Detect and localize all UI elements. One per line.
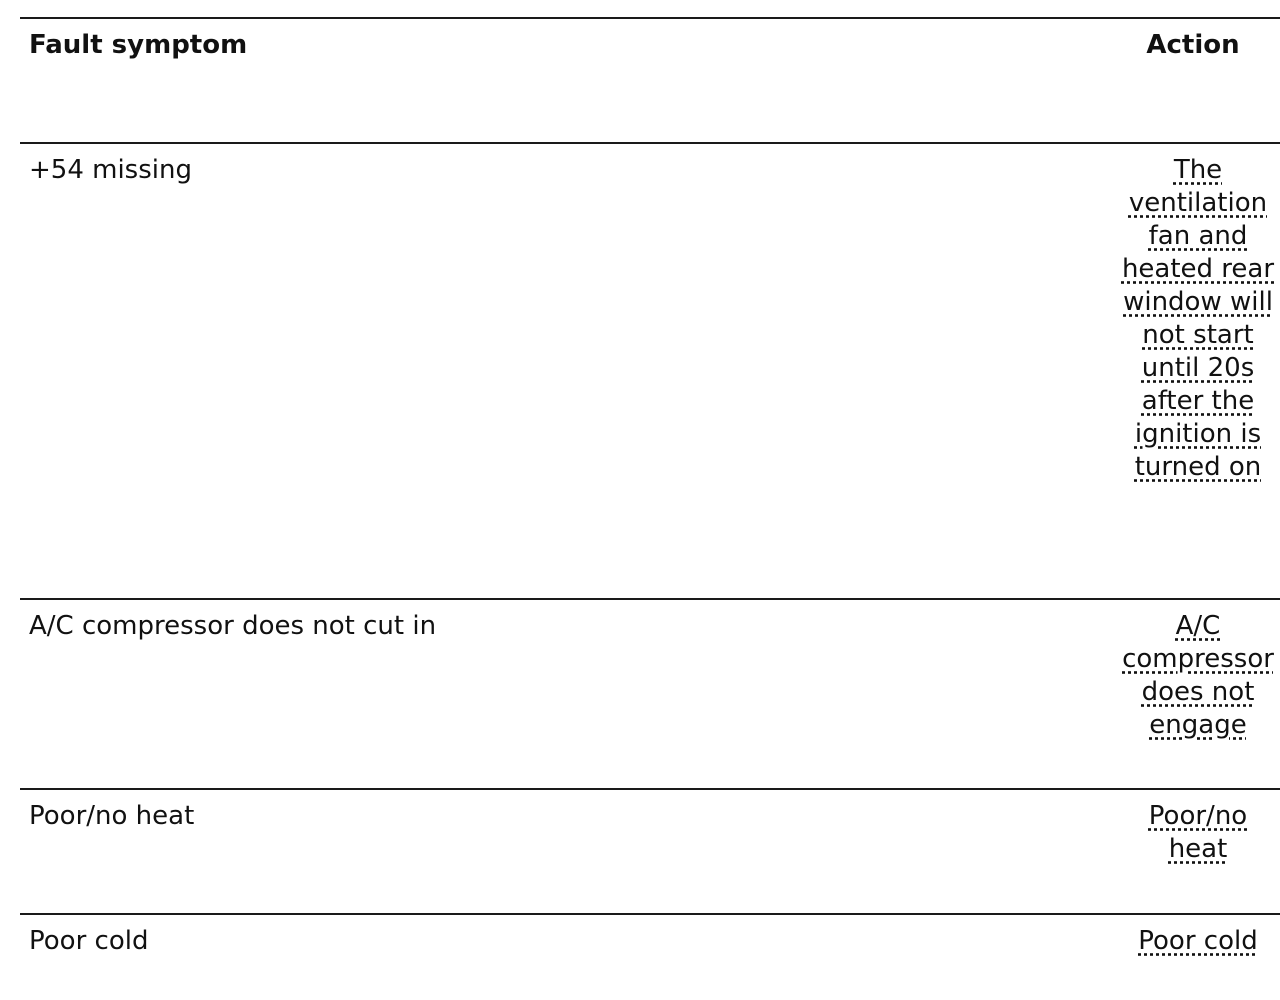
- fault-table: [20, 17, 1280, 1000]
- fault-symptom-cell: +54 missing: [29, 155, 192, 185]
- fault-symptom-cell: Poor cold: [29, 926, 149, 956]
- action-cell: [1116, 610, 1280, 742]
- action-cell: [1116, 154, 1280, 484]
- action-cell: [1116, 925, 1280, 958]
- action-link[interactable]: Poor/no heat: [1148, 801, 1248, 864]
- action-cell: [1116, 800, 1280, 866]
- table-row: [20, 913, 1280, 1000]
- action-link[interactable]: A/C compressor does not engage: [1122, 611, 1274, 740]
- table-row: [20, 142, 1280, 598]
- table-header-row: [20, 17, 1280, 142]
- action-link[interactable]: The ventilation fan and heated rear window will not start until 20s after the ignition is turned on: [1121, 155, 1275, 482]
- table-row: [20, 598, 1280, 788]
- fault-symptom-cell: A/C compressor does not cut in: [29, 611, 437, 641]
- fault-symptom-cell: Poor/no heat: [29, 801, 195, 831]
- header-action: Action: [1146, 30, 1240, 60]
- header-fault-symptom: Fault symptom: [29, 30, 248, 60]
- table-row: [20, 788, 1280, 913]
- action-link[interactable]: Poor cold: [1138, 926, 1258, 956]
